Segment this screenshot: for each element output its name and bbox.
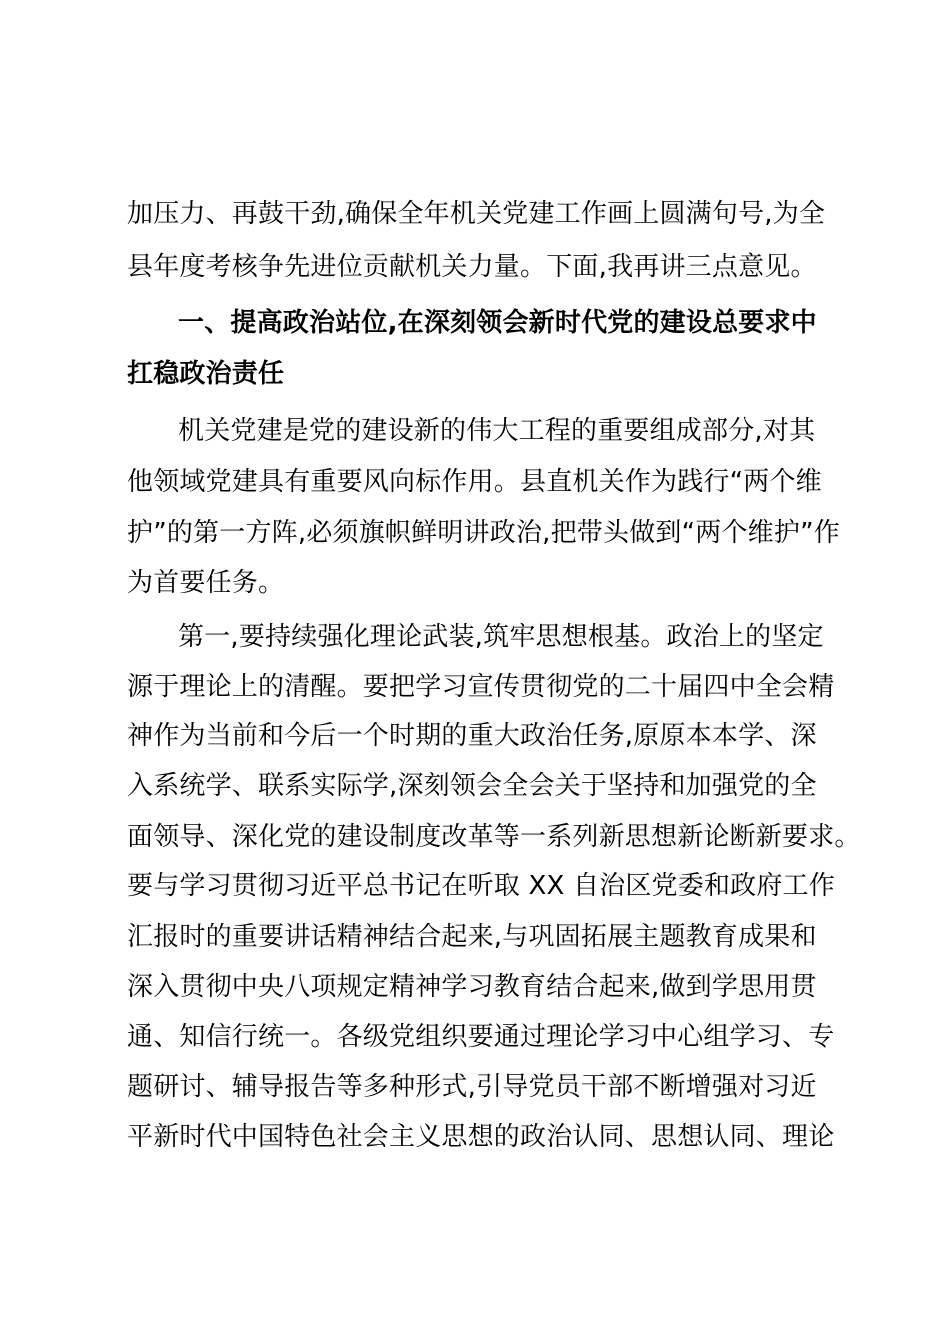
- paragraph-line: 入系统学、联系实际学,深刻领会全会关于坚持和加强党的全: [127, 771, 817, 801]
- paragraph-line: 机关党建是党的建设新的伟大工程的重要组成部分,对其: [178, 416, 816, 446]
- paragraph-line: 护”的第一方阵,必须旗帜鲜明讲政治,把带头做到“两个维护”作: [127, 518, 840, 548]
- section-heading-line: 一、提高政治站位,在深刻领会新时代党的建设总要求中: [178, 308, 817, 338]
- section-heading-line: 扛稳政治责任: [127, 359, 285, 389]
- paragraph-line: 第一,要持续强化理论武装,筑牢思想根基。政治上的坚定: [178, 622, 824, 652]
- paragraph-line: 他领域党建具有重要风向标作用。县直机关作为践行“两个维: [127, 467, 822, 497]
- paragraph-line: 加压力、再鼓干劲,确保全年机关党建工作画上圆满句号,为全: [127, 199, 826, 229]
- paragraph-line: 源于理论上的清醒。要把学习宣传贯彻党的二十届四中全会精: [127, 672, 835, 702]
- paragraph-line: 汇报时的重要讲话精神结合起来,与巩固拓展主题教育成果和: [127, 922, 817, 952]
- paragraph-line: 深入贯彻中央八项规定精神学习教育结合起来,做到学思用贯: [127, 972, 817, 1002]
- paragraph-line: 题研讨、辅导报告等多种形式,引导党员干部不断增强对习近: [127, 1072, 817, 1102]
- paragraph-line: 面领导、深化党的建设制度改革等一系列新思想新论断新要求。: [127, 822, 861, 852]
- paragraph-line: 通、知信行统一。各级党组织要通过理论学习中心组学习、专: [127, 1022, 835, 1052]
- paragraph-line: 县年度考核争先进位贡献机关力量。下面,我再讲三点意见。: [127, 252, 817, 282]
- paragraph-line: 为首要任务。: [127, 568, 285, 598]
- paragraph-line: 神作为当前和今后一个时期的重大政治任务,原原本本学、深: [127, 721, 817, 751]
- paragraph-line: 平新时代中国特色社会主义思想的政治认同、思想认同、理论: [127, 1122, 835, 1152]
- paragraph-line: 要与学习贯彻习近平总书记在听取 XX 自治区党委和政府工作: [127, 871, 835, 901]
